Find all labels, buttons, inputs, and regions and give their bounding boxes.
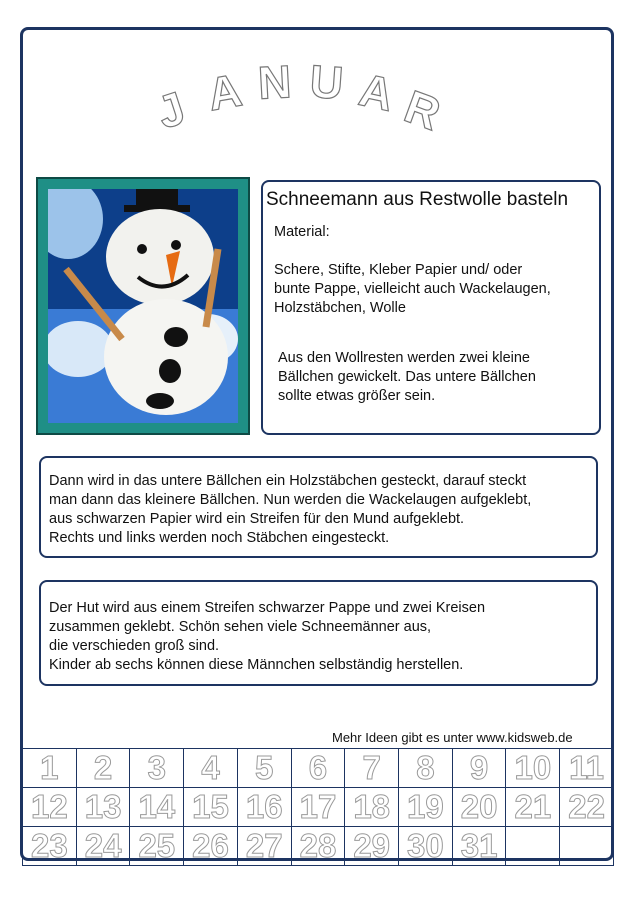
calendar-day: 5 xyxy=(237,749,291,788)
material-list xyxy=(274,261,551,318)
calendar-day: 12 xyxy=(23,788,77,827)
calendar-row xyxy=(23,827,614,866)
month-letter: U xyxy=(308,54,346,110)
step2-line: aus schwarzen Papier wird ein Streifen für den Mund aufgeklebt. xyxy=(49,511,465,527)
calendar-row xyxy=(23,749,614,788)
calendar-day: 27 xyxy=(237,827,291,866)
calendar-day: 29 xyxy=(345,827,399,866)
calendar-day: 26 xyxy=(184,827,238,866)
calendar-day: 19 xyxy=(399,788,453,827)
calendar-day: 17 xyxy=(291,788,345,827)
step2-text xyxy=(49,472,531,548)
calendar-day: 8 xyxy=(399,749,453,788)
step3-line: die verschieden groß sind. xyxy=(49,638,220,654)
snowman-photo-icon xyxy=(48,189,238,423)
calendar-day: 22 xyxy=(560,788,614,827)
calendar-day: 15 xyxy=(184,788,238,827)
calendar-day: 6 xyxy=(291,749,345,788)
calendar-day: 23 xyxy=(23,827,77,866)
material-label: Material: xyxy=(274,224,330,240)
calendar-day xyxy=(506,827,560,866)
calendar-grid xyxy=(22,748,614,866)
month-letter: N xyxy=(256,55,293,109)
calendar-day: 13 xyxy=(76,788,130,827)
calendar-day: 10 xyxy=(506,749,560,788)
calendar-day: 31 xyxy=(452,827,506,866)
calendar-day: 9 xyxy=(452,749,506,788)
snowman-photo xyxy=(36,177,250,435)
calendar-day: 1 xyxy=(23,749,77,788)
calendar-day: 3 xyxy=(130,749,184,788)
step3-line: Der Hut wird aus einem Streifen schwarzer Pappe und zwei Kreisen xyxy=(49,600,486,616)
calendar-day: 21 xyxy=(506,788,560,827)
calendar-day: 4 xyxy=(184,749,238,788)
calendar-day: 7 xyxy=(345,749,399,788)
intro-line: sollte etwas größer sein. xyxy=(278,388,436,404)
material-line: bunte Pappe, vielleicht auch Wackelaugen, xyxy=(274,281,551,297)
calendar-day xyxy=(560,827,614,866)
calendar-day: 14 xyxy=(130,788,184,827)
step3-line: zusammen geklebt. Schön sehen viele Schneemänner aus, xyxy=(49,619,432,635)
footer-link-text: Mehr Ideen gibt es unter www.kidsweb.de xyxy=(332,730,573,745)
month-letter: A xyxy=(354,63,399,121)
intro-line: Bällchen gewickelt. Das untere Bällchen xyxy=(278,369,536,385)
calendar-day: 28 xyxy=(291,827,345,866)
month-title xyxy=(150,54,460,141)
calendar-day: 2 xyxy=(76,749,130,788)
material-line: Holzstäbchen, Wolle xyxy=(274,300,406,316)
intro-line: Aus den Wollresten werden zwei kleine xyxy=(278,350,531,366)
month-letter: J xyxy=(150,81,192,139)
step2-line: Dann wird in das untere Bällchen ein Holzstäbchen gesteckt, darauf steckt xyxy=(49,473,527,489)
intro-text xyxy=(278,349,536,406)
step3-line: Kinder ab sechs können diese Männchen selbständig herstellen. xyxy=(49,657,464,673)
craft-title: Schneemann aus Restwolle basteln xyxy=(266,189,569,210)
calendar-day: 20 xyxy=(452,788,506,827)
calendar-row xyxy=(23,788,614,827)
month-letter: R xyxy=(398,79,448,141)
calendar-day: 18 xyxy=(345,788,399,827)
material-line: Schere, Stifte, Kleber Papier und/ oder xyxy=(274,262,523,278)
calendar-day: 11 xyxy=(560,749,614,788)
step2-line: Rechts und links werden noch Stäbchen eingesteckt. xyxy=(49,530,390,546)
calendar-day: 30 xyxy=(399,827,453,866)
month-letter: A xyxy=(203,63,246,121)
step3-text xyxy=(49,599,485,675)
calendar-day: 25 xyxy=(130,827,184,866)
calendar-day: 16 xyxy=(237,788,291,827)
step2-line: man dann das kleinere Bällchen. Nun werden die Wackelaugen aufgeklebt, xyxy=(49,492,532,508)
calendar-day: 24 xyxy=(76,827,130,866)
